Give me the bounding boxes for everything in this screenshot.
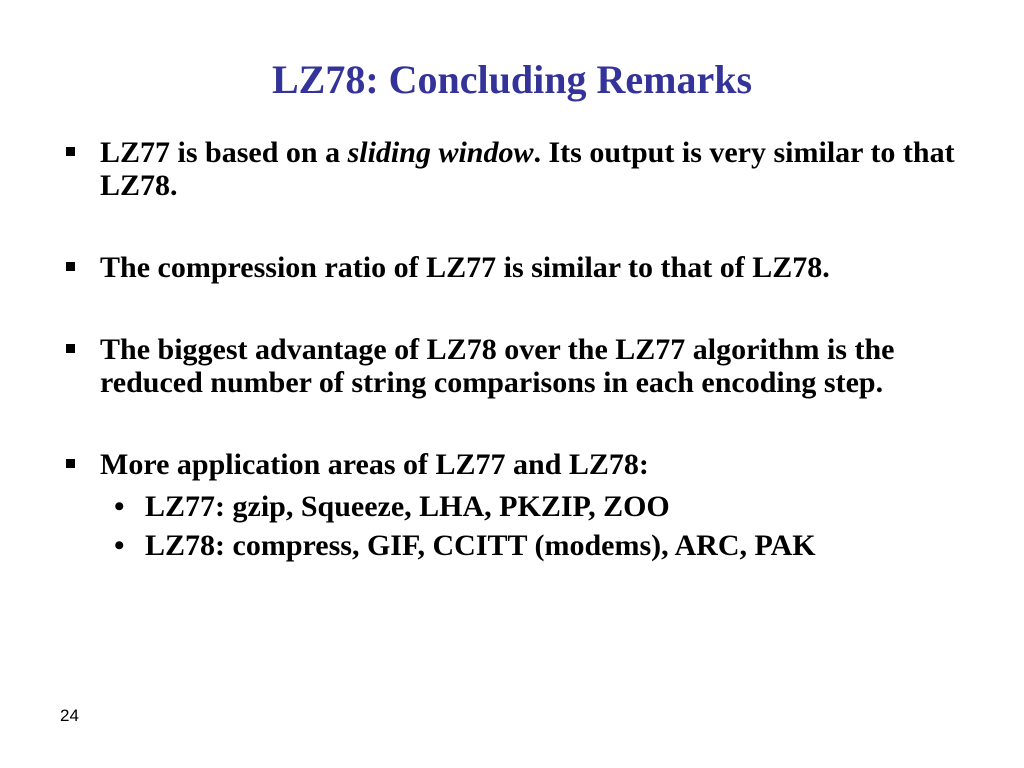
bullet-text-part: . Its output is very similar to that LZ78. bbox=[100, 136, 955, 202]
sub-bullet-list bbox=[100, 487, 982, 565]
square-bullet-icon bbox=[66, 262, 75, 271]
bullet-text: More application areas of LZ77 and LZ78: bbox=[100, 448, 649, 481]
sub-bullet-item bbox=[100, 526, 982, 565]
square-bullet-icon bbox=[66, 459, 75, 468]
square-bullet-icon bbox=[66, 147, 75, 156]
bullet-text-part: LZ77 is based on a bbox=[100, 136, 348, 169]
round-bullet-icon: • bbox=[114, 490, 125, 523]
slide-title: LZ78: Concluding Remarks bbox=[271, 57, 753, 102]
slide-number: 24 bbox=[60, 706, 79, 725]
bullet-item bbox=[62, 333, 982, 399]
sub-bullet-text: LZ78: compress, GIF, CCITT (modems), ARC, PAK bbox=[145, 529, 816, 562]
square-bullet-icon bbox=[66, 344, 75, 353]
bullet-italic-term: sliding window bbox=[347, 136, 534, 169]
bullet-item bbox=[62, 251, 982, 284]
sub-bullet-item bbox=[100, 487, 982, 526]
bullet-text: The compression ratio of LZ77 is similar to that of LZ78. bbox=[100, 251, 830, 284]
round-bullet-icon: • bbox=[114, 529, 125, 562]
bullet-item bbox=[62, 448, 982, 565]
bullet-text: The biggest advantage of LZ78 over the LZ77 algorithm is the reduced number of string comparisons in each encoding step. bbox=[100, 333, 895, 399]
sub-bullet-text: LZ77: gzip, Squeeze, LHA, PKZIP, ZOO bbox=[145, 490, 670, 523]
bullet-item bbox=[62, 136, 982, 202]
bullet-list bbox=[62, 136, 982, 565]
